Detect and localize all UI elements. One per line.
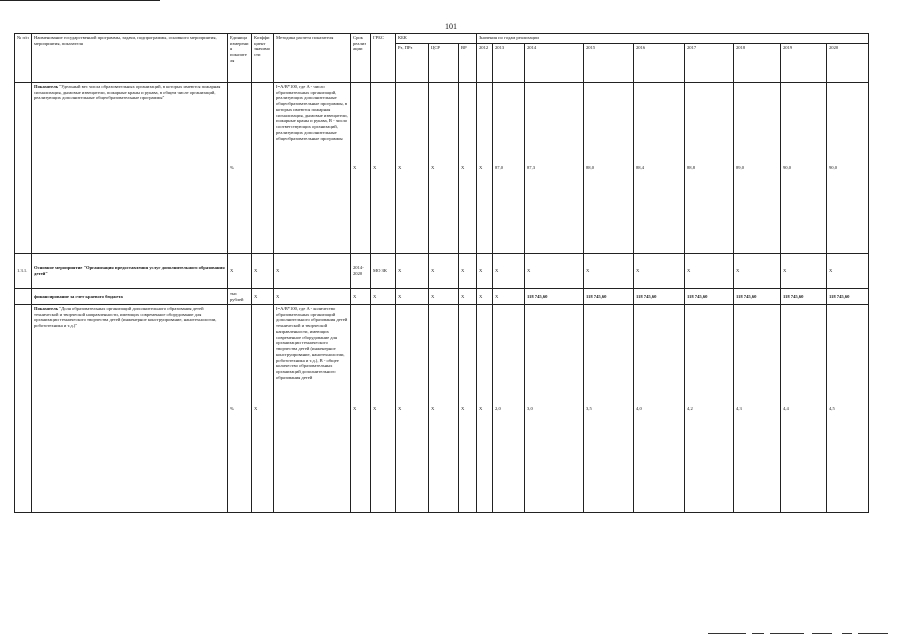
row-term: X <box>351 289 371 305</box>
row-csr: X <box>429 305 459 513</box>
header-name: Наименование государственной программы, задачи, подпрограммы, основного мероприятия, мероприятия, показателя <box>32 34 228 83</box>
header-kbk: КБК <box>396 34 477 44</box>
header-method: Методика расчета показателя <box>274 34 351 83</box>
row-value: 4,0 <box>634 305 685 513</box>
row-method: I=A/B*100, где A - число образовательных организаций, реализующих дополнительные общеобразовательные программы, в которых имеются пожарная сигнализация, дымовые извещатели, пожарные краны и рукава, B - число соответствующих организаций, реализующих дополнительные общеобразовательные программы <box>274 83 351 254</box>
row-name-lead: Показатель <box>34 84 59 89</box>
row-csr: X <box>429 83 459 254</box>
table-row <box>15 305 869 513</box>
row-grbs: X <box>371 305 396 513</box>
row-value: 3,5 <box>584 305 634 513</box>
row-value: X <box>493 289 525 305</box>
row-term: X <box>351 305 371 513</box>
header-year: 2019 <box>781 44 827 83</box>
footer-rule <box>812 633 832 634</box>
footer-rule <box>842 633 852 634</box>
header-year: 2015 <box>584 44 634 83</box>
row-value: 87,0 <box>493 83 525 254</box>
footer-rule <box>770 633 804 634</box>
row-value: 89,0 <box>734 83 781 254</box>
row-coef: X <box>252 305 274 513</box>
header-csr: ЦСР <box>429 44 459 83</box>
row-rz: X <box>396 83 429 254</box>
row-csr: X <box>429 254 459 289</box>
row-value: X <box>634 254 685 289</box>
row-value: X <box>477 254 493 289</box>
header-year: 2012 <box>477 44 493 83</box>
row-coef: X <box>252 289 274 305</box>
row-value: 4,2 <box>685 305 734 513</box>
row-value: 118 745,60 <box>827 289 869 305</box>
row-num: 1.3.1. <box>15 254 32 289</box>
header-rz: Рз, ПРз <box>396 44 429 83</box>
row-value: 118 745,60 <box>781 289 827 305</box>
footer-rule <box>708 633 746 634</box>
row-grbs: X <box>371 83 396 254</box>
row-value: X <box>477 83 493 254</box>
header-coef: Коэффициент значимости <box>252 34 274 83</box>
row-name-lead: Показатель <box>34 306 59 311</box>
row-name: финансирование за счет краевого бюджета <box>32 289 228 305</box>
row-value: 118 745,60 <box>634 289 685 305</box>
row-value: X <box>827 254 869 289</box>
row-term: X <box>351 83 371 254</box>
row-value: 88,8 <box>685 83 734 254</box>
page-number: 101 <box>445 22 457 31</box>
header-year: 2018 <box>734 44 781 83</box>
row-value: 118 745,60 <box>525 289 584 305</box>
header-unit: Единица измерения показателя <box>228 34 252 83</box>
row-value: 88,0 <box>584 83 634 254</box>
row-name <box>32 305 228 513</box>
row-value: 4,5 <box>827 305 869 513</box>
row-value: 88,4 <box>634 83 685 254</box>
row-value: 4,4 <box>781 305 827 513</box>
row-num <box>15 83 32 254</box>
row-vr: X <box>459 289 477 305</box>
row-method: X <box>274 254 351 289</box>
row-coef: X <box>252 254 274 289</box>
row-name: Основное мероприятие "Организация предоставления услуг дополнительного образования детей" <box>32 254 228 289</box>
row-value: X <box>477 289 493 305</box>
row-name <box>32 83 228 254</box>
row-value: X <box>477 305 493 513</box>
header-year: 2017 <box>685 44 734 83</box>
row-value: X <box>781 254 827 289</box>
row-value: 118 745,60 <box>685 289 734 305</box>
table-row <box>15 254 869 289</box>
row-rz: X <box>396 254 429 289</box>
row-unit: тыс рублей <box>228 289 252 305</box>
row-grbs: X <box>371 289 396 305</box>
row-value: X <box>584 254 634 289</box>
header-years-title: Значения по годам реализации <box>477 34 869 44</box>
row-value: 87,3 <box>525 83 584 254</box>
row-num <box>15 305 32 513</box>
row-name-text: "Удельный вес числа образовательных организаций, в которых имеются пожарная сигнализация, дымовые извещатели, пожарные краны и рукава, в общем числе организаций, реализующих дополнительные общеобразовательные программы" <box>34 84 221 101</box>
row-method: X <box>274 289 351 305</box>
row-vr: X <box>459 305 477 513</box>
row-value: 118 745,60 <box>734 289 781 305</box>
top-rule <box>0 0 160 1</box>
header-row-1 <box>15 34 869 44</box>
header-year: 2014 <box>525 44 584 83</box>
row-value: 118 745,60 <box>584 289 634 305</box>
row-grbs: МО ЗК <box>371 254 396 289</box>
header-year: 2016 <box>634 44 685 83</box>
row-rz: X <box>396 305 429 513</box>
row-value: 2,0 <box>493 305 525 513</box>
row-unit: X <box>228 254 252 289</box>
row-coef <box>252 83 274 254</box>
header-year: 2020 <box>827 44 869 83</box>
program-table <box>14 33 869 513</box>
row-value: X <box>734 254 781 289</box>
header-num: № п/п <box>15 34 32 83</box>
row-rz: X <box>396 289 429 305</box>
header-vr: ВР <box>459 44 477 83</box>
row-vr: X <box>459 83 477 254</box>
row-name-text: "Доля образовательных организаций дополнительного образования детей технической и творческой направленности, имеющих современное оборудование для организации технического творчества детей (инженерное конструирование, нанотехнологии, робототехника и т.д.)" <box>34 306 217 329</box>
table-row <box>15 289 869 305</box>
header-year: 2013 <box>493 44 525 83</box>
row-value: 4,3 <box>734 305 781 513</box>
row-value: 90,0 <box>827 83 869 254</box>
row-value: 90,0 <box>781 83 827 254</box>
header-grbs: ГРБС <box>371 34 396 83</box>
footer-rule <box>858 633 888 634</box>
row-term: 2014-2020 <box>351 254 371 289</box>
row-method: I=A/B*100, где A - количество образовательных организаций дополнительного образования детей технической и творческой направленности, имеющих современное оборудование для организации технического творчества детей (инженерное конструирование, нанотехнологии, робототехника и т.д.), B - общее количество образовательных организаций дополнительного образования детей <box>274 305 351 513</box>
row-csr: X <box>429 289 459 305</box>
header-term: Срок реализации <box>351 34 371 83</box>
row-value: X <box>493 254 525 289</box>
row-value: 3,0 <box>525 305 584 513</box>
row-num <box>15 289 32 305</box>
row-value: X <box>525 254 584 289</box>
table-row <box>15 83 869 254</box>
row-vr: X <box>459 254 477 289</box>
footer-rule <box>752 633 764 634</box>
row-unit: % <box>228 83 252 254</box>
row-value: X <box>685 254 734 289</box>
row-unit: % <box>228 305 252 513</box>
